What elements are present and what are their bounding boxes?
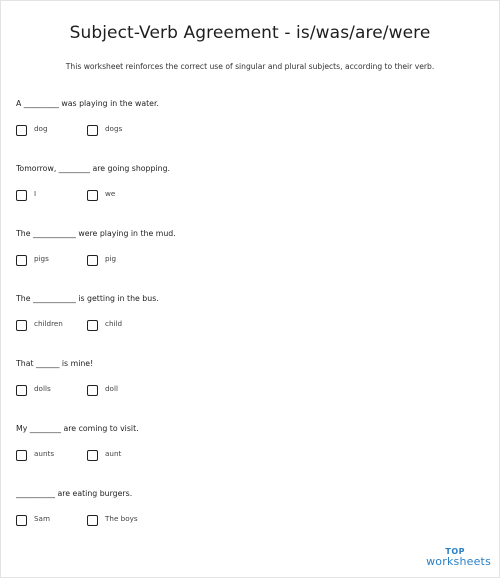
answer-option[interactable] [16, 514, 50, 526]
option-label: I [34, 189, 37, 198]
logo-top-text: TOP [445, 547, 465, 556]
checkbox[interactable] [16, 515, 27, 526]
option-label: dogs [105, 124, 123, 133]
answer-option[interactable] [87, 319, 122, 331]
question-6: My ________ are coming to visit. [16, 424, 139, 433]
option-label: we [105, 189, 116, 198]
page-title: Subject-Verb Agreement - is/was/are/were [69, 23, 431, 43]
checkbox[interactable] [87, 125, 98, 136]
checkbox[interactable] [87, 255, 98, 266]
page-subtitle: This worksheet reinforces the correct use of singular and plural subjects, according to their verb. [65, 62, 435, 71]
option-label: children [34, 319, 63, 328]
question-2: Tomorrow, ________ are going shopping. [16, 164, 170, 173]
checkbox[interactable] [16, 320, 27, 331]
answer-option[interactable] [87, 189, 115, 201]
option-label: The boys [105, 514, 138, 523]
checkbox[interactable] [16, 125, 27, 136]
answer-option[interactable] [87, 124, 122, 136]
checkbox[interactable] [16, 255, 27, 266]
checkbox[interactable] [16, 190, 27, 201]
option-label: doll [105, 384, 118, 393]
answer-option[interactable] [16, 449, 54, 461]
checkbox[interactable] [87, 385, 98, 396]
question-1: A _________ was playing in the water. [16, 99, 159, 108]
question-5: That ______ is mine! [16, 359, 94, 368]
answer-option[interactable] [87, 449, 121, 461]
checkbox[interactable] [87, 515, 98, 526]
answer-option[interactable] [16, 189, 36, 201]
answer-option[interactable] [87, 254, 116, 266]
answer-option[interactable] [16, 124, 48, 136]
option-label: pigs [34, 254, 49, 263]
checkbox[interactable] [16, 385, 27, 396]
option-label: pig [105, 254, 117, 263]
checkbox[interactable] [16, 450, 27, 461]
answer-option[interactable] [16, 319, 63, 331]
answer-option[interactable] [87, 384, 118, 396]
checkbox[interactable] [87, 320, 98, 331]
answer-option[interactable] [16, 384, 51, 396]
option-label: Sam [34, 514, 50, 523]
topworksheets-logo [426, 548, 491, 567]
checkbox[interactable] [87, 450, 98, 461]
option-label: dolls [34, 384, 51, 393]
question-7: __________ are eating burgers. [16, 489, 133, 498]
question-3: The ___________ were playing in the mud. [16, 229, 176, 238]
logo-bottom-text: worksheets [426, 555, 491, 568]
option-label: aunt [105, 449, 122, 458]
checkbox[interactable] [87, 190, 98, 201]
answer-option[interactable] [16, 254, 49, 266]
option-label: dog [34, 124, 48, 133]
option-label: aunts [34, 449, 55, 458]
option-label: child [105, 319, 123, 328]
question-4: The ___________ is getting in the bus. [16, 294, 159, 303]
answer-option[interactable] [87, 514, 138, 526]
